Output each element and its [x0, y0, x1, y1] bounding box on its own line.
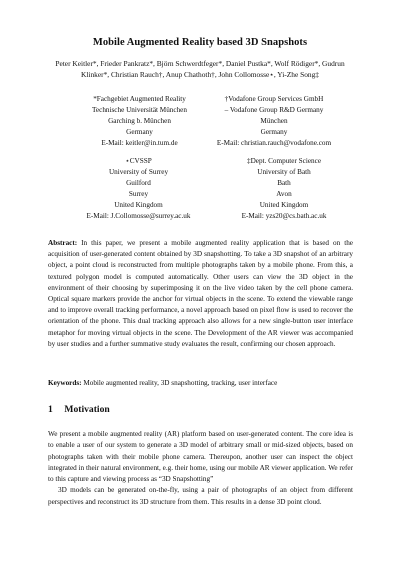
section-heading: [48, 404, 110, 415]
affiliation-email: E-Mail: christian.rauch@vodafone.com: [216, 139, 332, 147]
abstract-label: Abstract:: [48, 239, 78, 247]
keywords: [48, 378, 353, 389]
paper-title: Mobile Augmented Reality based 3D Snapshots: [92, 37, 308, 48]
affiliation-line: ⋆CVSSP: [125, 157, 152, 165]
abstract: [48, 238, 353, 350]
affiliation-email: E-Mail: J.Collomosse@surrey.ac.uk: [86, 212, 191, 220]
affiliation-line: United Kingdom: [259, 201, 309, 209]
affiliation-tum: [82, 94, 197, 149]
section-body: [48, 429, 353, 508]
affiliation-line: Bath: [277, 179, 291, 187]
body-paragraph: 3D models can be generated on-the-fly, using a pair of photographs of an object from different perspectives and reconstruct its 3D structure from them. This results in a dense 3D point cloud.: [48, 486, 353, 506]
author-list: [44, 58, 356, 80]
affiliation-bath: [220, 156, 348, 222]
affiliation-line: Guilford: [126, 179, 151, 187]
affiliation-line: ‡Dept. Computer Science: [246, 157, 322, 165]
affiliation-line: Garching b. München: [108, 117, 171, 125]
affiliation-line: University of Surrey: [108, 168, 169, 176]
affiliation-line: Surrey: [128, 190, 149, 198]
affiliation-line: †Vodafone Group Services GmbH: [224, 95, 324, 103]
affiliation-line: – Vodafone Group R&D Germany: [224, 106, 324, 114]
author-line: Klinker*, Christian Rauch†, Anup Chathoth†, John Collomosse⋆, Yi-Zhe Song‡: [81, 70, 319, 79]
abstract-text: In this paper, we present a mobile augmented reality application that is based on the acquisition of user-generated content obtained by 3D snapshotting. To take a 3D snapshot of an arbitrary object, a point cloud is reconstructed from multiple photographs taken by a mobile phone. From this, a textured polygon model is computed automatically. Other users can view the 3D object in the environment of their choosing by superimposing it on the live video taken by the cell phone camera. Optical square markers provide the anchor for virtual objects in the scene. To extend the viewable range and to improve overall tracking performance, a novel approach based on pixel flow is used to recover the orientation of the phone. This dual tracking approach also allows for a new single-button user interface metaphor for moving virtual objects in the scene. The Development of the AR viewer was accompanied by user studies and a further summative study evaluates the result, confirming our chosen approach.: [48, 239, 353, 348]
keywords-label: Keywords:: [48, 379, 82, 387]
section-number: 1: [48, 404, 53, 415]
body-paragraph: We present a mobile augmented reality (AR) platform based on user-generated content. The core idea is to enable a user of our system to generate a 3D model of arbitrary small or mid-sized objects, based on photographs taken with their mobile phone camera. Thereupon, another user can inspect the object integrated in their natural environment, e.g. their home, using our mobile AR viewer application. We refer to this capture and viewing process as “3D Snapshotting”: [48, 430, 353, 484]
affiliation-line: Avon: [276, 190, 292, 198]
affiliation-email: E-Mail: keitler@in.tum.de: [101, 139, 178, 147]
affiliation-line: Germany: [260, 128, 288, 136]
affiliation-line: University of Bath: [257, 168, 311, 176]
affiliation-line: *Fachgebiet Augmented Reality: [93, 95, 186, 103]
keywords-text: Mobile augmented reality, 3D snapshotting, tracking, user interface: [83, 379, 278, 387]
affiliation-line: München: [260, 117, 288, 125]
author-line: Peter Keitler*, Frieder Pankratz*, Björn Schwerdtfeger*, Daniel Pustka*, Wolf Rödiger*, Gudrun: [55, 59, 345, 68]
affiliation-vodafone: [205, 94, 343, 149]
section-title: Motivation: [64, 404, 110, 415]
affiliation-line: Germany: [126, 128, 153, 136]
affiliation-surrey: [66, 156, 211, 222]
affiliation-line: Technische Universität München: [92, 106, 187, 114]
affiliation-line: United Kingdom: [114, 201, 163, 209]
affiliation-email: E-Mail: yzs20@cs.bath.ac.uk: [241, 212, 327, 220]
